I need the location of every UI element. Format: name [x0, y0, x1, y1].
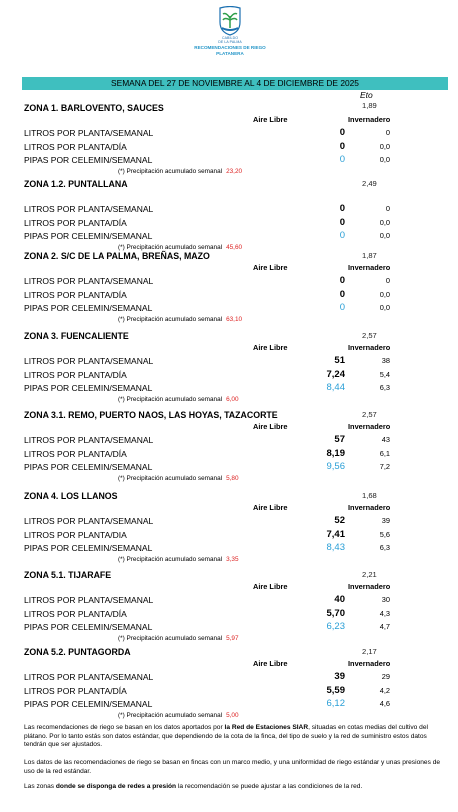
zone-row	[0, 218, 458, 230]
zone-title: ZONA 1.2. PUNTALLANA	[24, 179, 128, 189]
aire-libre-value: 7,41	[326, 529, 345, 540]
aire-libre-value: 7,24	[326, 369, 345, 380]
precipitation-line	[118, 168, 242, 175]
invernadero-value: 0,0	[379, 290, 390, 299]
zone-title: ZONA 5.1. TIJARAFE	[24, 570, 112, 580]
zone-block	[0, 570, 458, 642]
zone-eto-value: 2,57	[362, 410, 377, 419]
aire-libre-value: 0	[339, 127, 345, 138]
zone-block	[0, 410, 458, 482]
row-label: PIPAS POR CELEMIN/SEMANAL	[24, 155, 153, 165]
row-label: LITROS POR PLANTA/SEMANAL	[24, 128, 154, 138]
invernadero-value: 4,7	[379, 622, 390, 631]
zone-row	[0, 142, 458, 154]
zone-block	[0, 179, 458, 251]
precipitation-value: 45,60	[226, 244, 243, 251]
row-label: LITROS POR PLANTA/DÍA	[24, 290, 127, 300]
zone-row	[0, 370, 458, 382]
invernadero-value: 5,6	[379, 530, 390, 539]
aire-libre-value: 51	[334, 355, 345, 366]
invernadero-value: 0	[385, 276, 390, 285]
zone-row	[0, 699, 458, 711]
precipitation-label: (*) Precipitación acumulado semanal	[118, 168, 223, 175]
zone-row	[0, 276, 458, 288]
aire-libre-value: 0	[339, 141, 345, 152]
aire-libre-value: 8,43	[326, 542, 345, 553]
row-label: LITROS POR PLANTA/DÍA	[24, 218, 127, 228]
zone-block	[0, 103, 458, 175]
aire-libre-value: 5,59	[326, 685, 345, 696]
col-header-invernadero: Invernadero	[348, 582, 391, 591]
invernadero-value: 0	[385, 204, 390, 213]
precipitation-line	[118, 712, 239, 719]
logo-title-line1: RECOMENDACIONES DE RIEGO	[194, 45, 266, 50]
aire-libre-value: 52	[334, 515, 345, 526]
precipitation-value: 3,35	[226, 556, 239, 563]
aire-libre-value: 8,19	[326, 448, 345, 459]
zone-block	[0, 491, 458, 563]
col-header-aire-libre: Aire Libre	[253, 263, 288, 272]
zone-row	[0, 595, 458, 607]
row-label: LITROS POR PLANTA/SEMANAL	[24, 516, 154, 526]
col-header-invernadero: Invernadero	[348, 263, 391, 272]
aire-libre-value: 0	[339, 230, 345, 241]
zone-row	[0, 609, 458, 621]
invernadero-value: 29	[381, 672, 390, 681]
invernadero-value: 43	[381, 435, 390, 444]
footer-note-3-c: la recomendación se puede ajustar a las condiciones de la red.	[177, 783, 363, 790]
precipitation-value: 5,80	[226, 475, 239, 482]
row-label: PIPAS POR CELEMIN/SEMANAL	[24, 383, 153, 393]
precipitation-label: (*) Precipitación acumulado semanal	[118, 635, 223, 642]
aire-libre-value: 9,56	[326, 461, 345, 472]
footer-note-3	[24, 783, 450, 792]
row-label: LITROS POR PLANTA/SEMANAL	[24, 595, 154, 605]
zone-row	[0, 449, 458, 461]
row-label: PIPAS POR CELEMIN/SEMANAL	[24, 462, 153, 472]
invernadero-value: 0	[385, 128, 390, 137]
row-label: LITROS POR PLANTA/DÍA	[24, 609, 127, 619]
row-label: LITROS POR PLANTA/SEMANAL	[24, 435, 154, 445]
zone-title: ZONA 2. S/C DE LA PALMA, BREÑAS, MAZO	[24, 251, 210, 261]
col-header-aire-libre: Aire Libre	[253, 422, 288, 431]
footer-note-1-b: la Red de Estaciones SIAR	[224, 724, 309, 731]
precipitation-line	[118, 475, 239, 482]
cabildo-logo	[175, 6, 285, 66]
week-banner: SEMANA DEL 27 DE NOVIEMBRE AL 4 DE DICIEMBRE DE 2025	[22, 77, 448, 90]
row-label: LITROS POR PLANTA/DÍA	[24, 142, 127, 152]
invernadero-value: 7,2	[379, 462, 390, 471]
zone-row	[0, 530, 458, 542]
col-header-aire-libre: Aire Libre	[253, 115, 288, 124]
zone-eto-value: 2,57	[362, 331, 377, 340]
aire-libre-value: 6,12	[326, 698, 345, 709]
precipitation-value: 63,10	[226, 316, 243, 323]
zone-block	[0, 647, 458, 719]
invernadero-value: 6,1	[379, 449, 390, 458]
col-header-aire-libre: Aire Libre	[253, 343, 288, 352]
precipitation-label: (*) Precipitación acumulado semanal	[118, 244, 223, 251]
aire-libre-value: 0	[339, 203, 345, 214]
col-header-invernadero: Invernadero	[348, 422, 391, 431]
aire-libre-value: 57	[334, 434, 345, 445]
invernadero-value: 6,3	[379, 383, 390, 392]
col-header-aire-libre: Aire Libre	[253, 582, 288, 591]
zone-row	[0, 290, 458, 302]
row-label: LITROS POR PLANTA/SEMANAL	[24, 276, 154, 286]
zone-row	[0, 516, 458, 528]
aire-libre-value: 40	[334, 594, 345, 605]
col-header-aire-libre: Aire Libre	[253, 659, 288, 668]
aire-libre-value: 0	[339, 154, 345, 165]
aire-libre-value: 8,44	[326, 382, 345, 393]
row-label: LITROS POR PLANTA/DÍA	[24, 370, 127, 380]
cabildo-emblem-icon	[218, 6, 242, 36]
precipitation-line	[118, 556, 239, 563]
zone-eto-value: 1,89	[362, 101, 377, 110]
precipitation-line	[118, 316, 242, 323]
logo-org-line1: CABILDO	[221, 36, 239, 40]
row-label: PIPAS POR CELEMIN/SEMANAL	[24, 699, 153, 709]
zone-title: ZONA 1. BARLOVENTO, SAUCES	[24, 103, 164, 113]
footer-note-2: Los datos de las recomendaciones de riego se basan en fincas con un marco medio, y una uniformidad de riego estándar y unas presiones de uso de la red estándar.	[24, 759, 441, 775]
row-label: PIPAS POR CELEMIN/SEMANAL	[24, 303, 153, 313]
row-label: LITROS POR PLANTA/DIA	[24, 530, 127, 540]
invernadero-value: 30	[381, 595, 390, 604]
zone-title: ZONA 4. LOS LLANOS	[24, 491, 118, 501]
zone-title: ZONA 3. FUENCALIENTE	[24, 331, 129, 341]
aire-libre-value: 39	[334, 671, 345, 682]
col-header-invernadero: Invernadero	[348, 115, 391, 124]
row-label: PIPAS POR CELEMIN/SEMANAL	[24, 622, 153, 632]
zone-row	[0, 155, 458, 167]
zone-row	[0, 303, 458, 315]
footer-note-1	[24, 724, 450, 750]
precipitation-label: (*) Precipitación acumulado semanal	[118, 396, 223, 403]
aire-libre-value: 0	[339, 275, 345, 286]
zone-row	[0, 622, 458, 634]
precipitation-line	[118, 244, 242, 251]
zone-row	[0, 435, 458, 447]
precipitation-label: (*) Precipitación acumulado semanal	[118, 556, 223, 563]
precipitation-value: 5,97	[226, 635, 239, 642]
zone-row	[0, 128, 458, 140]
logo-title-line2: PLATANERA	[216, 51, 244, 56]
precipitation-label: (*) Precipitación acumulado semanal	[118, 316, 223, 323]
footer-note-1-a: Las recomendaciones de riego se basan en los datos aportados por	[24, 724, 223, 731]
invernadero-value: 38	[381, 356, 390, 365]
zone-row	[0, 672, 458, 684]
precipitation-line	[118, 396, 239, 403]
precipitation-line	[118, 635, 239, 642]
logo-org-line2: DE LA PALMA	[218, 40, 242, 44]
zone-eto-value: 2,17	[362, 647, 377, 656]
aire-libre-value: 6,23	[326, 621, 345, 632]
zone-row	[0, 462, 458, 474]
invernadero-value: 0,0	[379, 218, 390, 227]
invernadero-value: 6,3	[379, 543, 390, 552]
invernadero-value: 0,0	[379, 231, 390, 240]
col-header-invernadero: Invernadero	[348, 659, 391, 668]
col-header-invernadero: Invernadero	[348, 503, 391, 512]
col-header-invernadero: Invernadero	[348, 343, 391, 352]
aire-libre-value: 0	[339, 289, 345, 300]
row-label: LITROS POR PLANTA/DÍA	[24, 449, 127, 459]
precipitation-value: 23,20	[226, 168, 243, 175]
zone-title: ZONA 3.1. REMO, PUERTO NAOS, LAS HOYAS, TAZACORTE	[24, 410, 278, 420]
invernadero-value: 0,0	[379, 155, 390, 164]
eto-column-header: Eto	[360, 90, 373, 100]
zone-block	[0, 331, 458, 403]
row-label: LITROS POR PLANTA/SEMANAL	[24, 672, 154, 682]
col-header-aire-libre: Aire Libre	[253, 503, 288, 512]
invernadero-value: 4,2	[379, 686, 390, 695]
invernadero-value: 0,0	[379, 142, 390, 151]
zone-row	[0, 383, 458, 395]
aire-libre-value: 0	[339, 302, 345, 313]
row-label: LITROS POR PLANTA/DÍA	[24, 686, 127, 696]
precipitation-label: (*) Precipitación acumulado semanal	[118, 475, 223, 482]
zone-row	[0, 231, 458, 243]
zone-row	[0, 356, 458, 368]
zone-row	[0, 204, 458, 216]
precipitation-label: (*) Precipitación acumulado semanal	[118, 712, 223, 719]
row-label: PIPAS POR CELEMIN/SEMANAL	[24, 231, 153, 241]
zone-row	[0, 543, 458, 555]
footer-note-3-a: Las zonas	[24, 783, 55, 790]
zone-eto-value: 1,87	[362, 251, 377, 260]
zone-row	[0, 686, 458, 698]
row-label: PIPAS POR CELEMIN/SEMANAL	[24, 543, 153, 553]
row-label: LITROS POR PLANTA/SEMANAL	[24, 204, 154, 214]
invernadero-value: 5,4	[379, 370, 390, 379]
footer-note-1-c: , situadas en cotas medias del cultivo del plátano. Por lo tanto estás son datos estándar, que dependiendo de la cota de la finca, del tipo de suelo y la red de suministro estos datos tendrán que ser ajustados.	[24, 724, 428, 749]
aire-libre-value: 0	[339, 217, 345, 228]
zone-eto-value: 2,49	[362, 179, 377, 188]
invernadero-value: 4,6	[379, 699, 390, 708]
zone-eto-value: 1,68	[362, 491, 377, 500]
zone-block	[0, 251, 458, 323]
row-label: LITROS POR PLANTA/SEMANAL	[24, 356, 154, 366]
aire-libre-value: 5,70	[326, 608, 345, 619]
invernadero-value: 39	[381, 516, 390, 525]
invernadero-value: 4,3	[379, 609, 390, 618]
zone-title: ZONA 5.2. PUNTAGORDA	[24, 647, 131, 657]
precipitation-value: 6,00	[226, 396, 239, 403]
zone-eto-value: 2,21	[362, 570, 377, 579]
precipitation-value: 5,00	[226, 712, 239, 719]
footer-note-3-b: donde se disponga de redes a presión	[55, 783, 177, 790]
invernadero-value: 0,0	[379, 303, 390, 312]
